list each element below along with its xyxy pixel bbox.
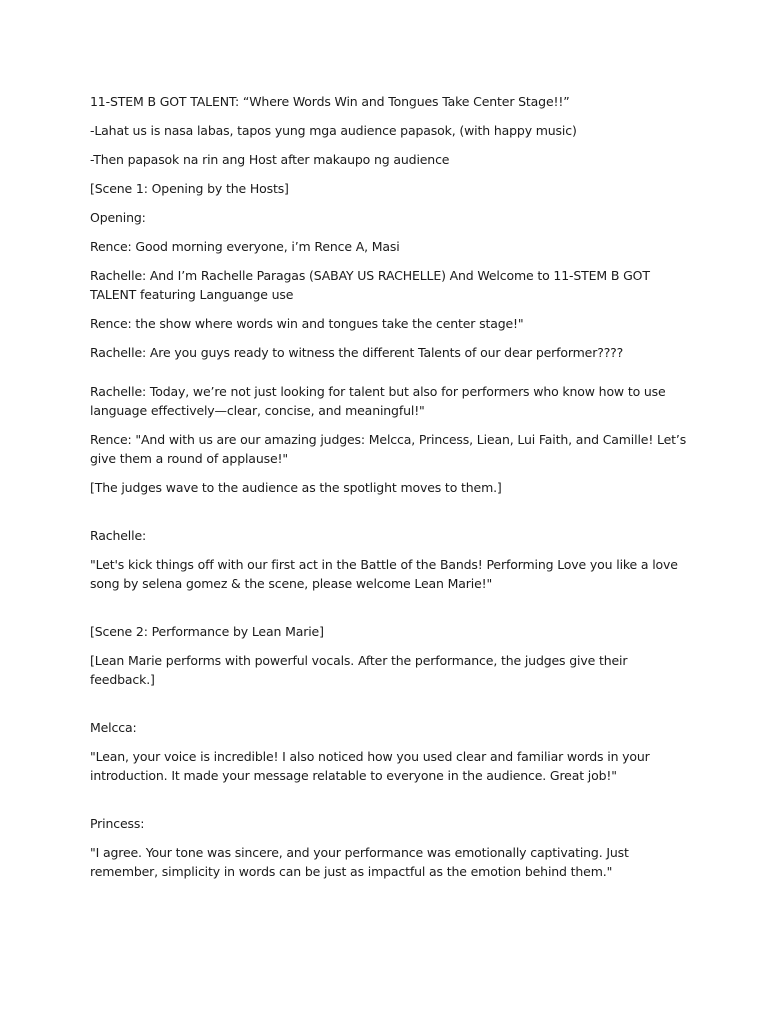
dialogue-line: Rachelle: Are you guys ready to witness the different Talents of our dear performer????: [90, 345, 624, 360]
section-label: Opening:: [90, 210, 146, 225]
paragraph-spacer: [90, 699, 690, 718]
dialogue-line: Rachelle: And I’m Rachelle Paragas (SABAY US RACHELLE) And Welcome to 11-STEM B GOT TALENT featuring Languange use: [90, 268, 654, 302]
paragraph-spacer: [90, 372, 690, 382]
stage-direction: [Lean Marie performs with powerful vocals. After the performance, the judges give their feedback.]: [90, 653, 632, 687]
document-title: 11-STEM B GOT TALENT: “Where Words Win and Tongues Take Center Stage!!”: [90, 94, 570, 109]
paragraph-spacer: [90, 795, 690, 814]
paragraph-spacer: [90, 603, 690, 622]
dialogue-line: Rachelle: Today, we’re not just looking for talent but also for performers who know how to use language effectively—clear, concise, and meaningful!": [90, 384, 670, 418]
dialogue-line: "Lean, your voice is incredible! I also noticed how you used clear and familiar words in your introduction. It made your message relatable to everyone in the audience. Great job!": [90, 749, 654, 783]
stage-direction: -Then papasok na rin ang Host after makaupo ng audience: [90, 152, 450, 167]
speaker-label: Melcca:: [90, 720, 137, 735]
speaker-label: Princess:: [90, 816, 145, 831]
dialogue-line: Rence: Good morning everyone, i’m Rence A, Masi: [90, 239, 400, 254]
paragraph-spacer: [90, 507, 690, 526]
scene-heading: [Scene 2: Performance by Lean Marie]: [90, 624, 324, 639]
dialogue-line: Rence: "And with us are our amazing judges: Melcca, Princess, Liean, Lui Faith, and Camille! Let’s give them a round of applause!": [90, 432, 690, 466]
stage-direction: [The judges wave to the audience as the spotlight moves to them.]: [90, 480, 502, 495]
dialogue-line: "Let's kick things off with our first act in the Battle of the Bands! Performing Love you like a love song by selena gomez & the scene, please welcome Lean Marie!": [90, 557, 682, 591]
dialogue-line: Rence: the show where words win and tongues take the center stage!": [90, 316, 524, 331]
document-body: [90, 92, 690, 891]
stage-direction: -Lahat us is nasa labas, tapos yung mga audience papasok, (with happy music): [90, 123, 577, 138]
speaker-label: Rachelle:: [90, 528, 147, 543]
scene-heading: [Scene 1: Opening by the Hosts]: [90, 181, 289, 196]
dialogue-line: "I agree. Your tone was sincere, and your performance was emotionally captivating. Just remember, simplicity in words can be just as impactful as the emotion behind them.": [90, 845, 633, 879]
